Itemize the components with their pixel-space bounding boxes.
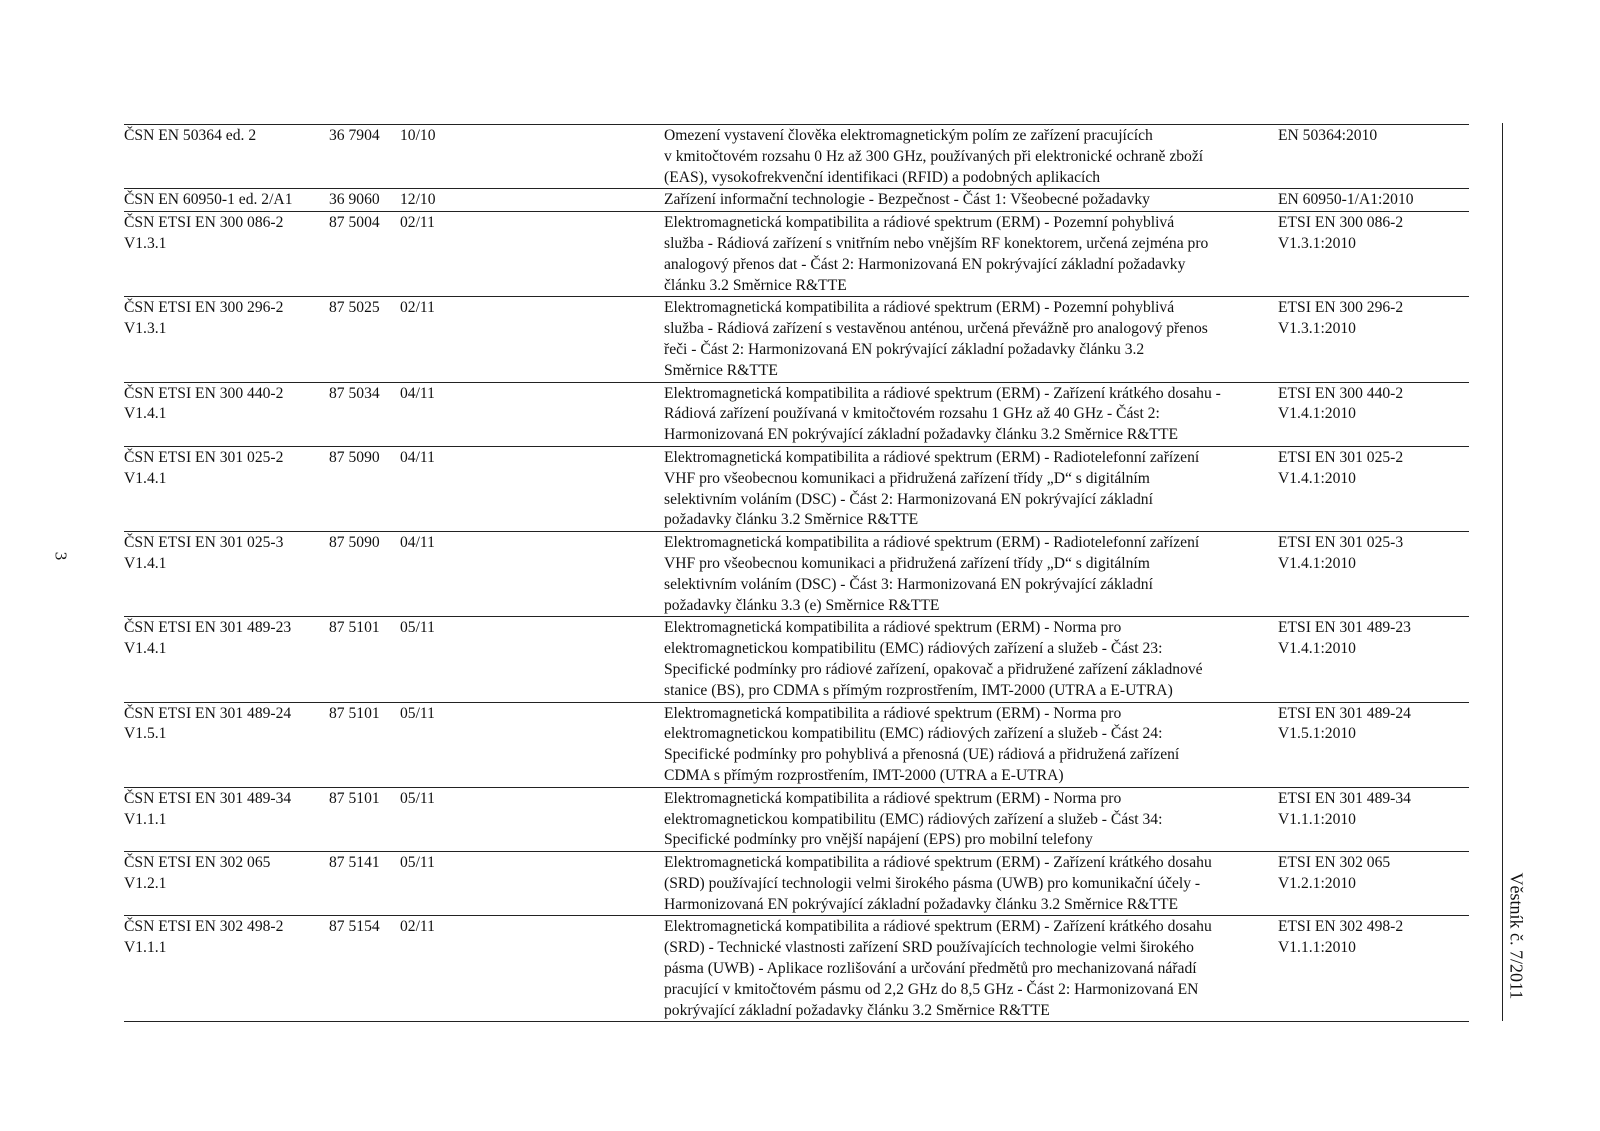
standard-title-line: služba - Rádiová zařízení s vestavěnou anténou, určená převážně pro analogový přenos (664, 320, 1208, 338)
european-equivalent-line: EN 50364:2010 (1278, 127, 1378, 144)
standard-title (664, 298, 1264, 381)
european-equivalent-line: V1.4.1:2010 (1278, 405, 1356, 423)
standard-title-line: Elektromagnetická kompatibilita a rádiové spektrum (ERM) - Pozemní pohyblivá (664, 214, 1175, 232)
standards-table (124, 124, 1469, 1022)
european-equivalent-line: V1.5.1:2010 (1278, 725, 1356, 743)
european-equivalent (1278, 533, 1468, 575)
standard-designation-line: V1.2.1 (124, 874, 167, 892)
standard-title-line: Elektromagnetická kompatibilita a rádiové spektrum (ERM) - Zařízení krátkého dosahu (664, 854, 1212, 872)
table-row (124, 851, 1469, 915)
table-row (124, 915, 1469, 1021)
standard-title-line: Harmonizovaná EN pokrývající základní požadavky článku 3.2 Směrnice R&TTE (664, 895, 1178, 913)
standard-title-line: VHF pro všeobecnou komunikaci a přidružená zařízení třídy „D“ s digitálním (664, 554, 1150, 572)
standard-title-line: Elektromagnetická kompatibilita a rádiové spektrum (ERM) - Norma pro (664, 704, 1122, 722)
standard-designation-line: V1.4.1 (124, 469, 167, 487)
standard-title-line: Elektromagnetická kompatibilita a rádiové spektrum (ERM) - Radiotelefonní zařízení (664, 448, 1200, 466)
issue-date: 12/10 (400, 191, 436, 209)
european-equivalent-line: V1.4.1:2010 (1278, 640, 1356, 658)
standard-designation (124, 853, 324, 895)
standard-title (664, 126, 1264, 188)
classification-code: 87 5101 (329, 619, 380, 637)
standard-title (664, 448, 1264, 531)
standard-title-line: Elektromagnetická kompatibilita a rádiové spektrum (ERM) - Norma pro (664, 619, 1122, 637)
standard-title-line: elektromagnetickou kompatibilitu (EMC) rádiových zařízení a služeb - Část 23: (664, 640, 1163, 658)
classification-code: 87 5154 (329, 918, 380, 936)
issue-date: 04/11 (400, 448, 435, 466)
table-row (124, 787, 1469, 851)
standard-designation (124, 533, 324, 575)
standard-title-line: Elektromagnetická kompatibilita a rádiové spektrum (ERM) - Pozemní pohyblivá (664, 299, 1175, 317)
standard-title (664, 384, 1264, 446)
standard-title-line: Specifické podmínky pro pohyblivá a přenosná (UE) rádiová a přidružená zařízení (664, 746, 1180, 764)
standard-title-line: Zařízení informační technologie - Bezpečnost - Část 1: Všeobecné požadavky (664, 191, 1150, 209)
standard-designation (124, 618, 324, 660)
standard-title-line: Rádiová zařízení používaná v kmitočtovém rozsahu 1 GHz až 40 GHz - Část 2: (664, 405, 1160, 423)
standard-designation-line: V1.3.1 (124, 234, 167, 252)
standard-designation-line: ČSN ETSI EN 300 440-2 (124, 384, 284, 402)
european-equivalent (1278, 789, 1468, 831)
standard-designation-line: ČSN EN 50364 ed. 2 (124, 127, 257, 144)
standard-title-line: požadavky článku 3.2 Směrnice R&TTE (664, 511, 919, 529)
standard-designation-line: V1.4.1 (124, 554, 167, 572)
margin-rule (1502, 123, 1503, 1021)
classification-code: 87 5090 (329, 534, 380, 552)
standard-designation-line: ČSN ETSI EN 301 489-23 (124, 619, 292, 637)
european-equivalent (1278, 448, 1468, 490)
standard-designation-line: ČSN ETSI EN 301 025-2 (124, 448, 284, 466)
standard-title-line: (SRD) používající technologii velmi širokého pásma (UWB) pro komunikační účely - (664, 874, 1201, 892)
journal-issue-label (1506, 872, 1527, 1018)
european-equivalent-line: V1.3.1:2010 (1278, 234, 1356, 252)
standard-title (664, 853, 1264, 915)
standard-title-line: v kmitočtovém rozsahu 0 Hz až 300 GHz, používaných při elektronické ochraně zboží (664, 147, 1204, 165)
european-equivalent (1278, 384, 1468, 426)
standard-title-line: selektivním voláním (DSC) - Část 3: Harmonizovaná EN pokrývající základní (664, 575, 1153, 593)
table-row (124, 125, 1469, 188)
standard-designation-line: ČSN ETSI EN 301 489-24 (124, 704, 292, 722)
standard-title-line: Omezení vystavení člověka elektromagnetickým polím ze zařízení pracujících (664, 127, 1153, 144)
table-row (124, 188, 1469, 211)
table-row (124, 446, 1469, 531)
standard-title-line: Elektromagnetická kompatibilita a rádiové spektrum (ERM) - Zařízení krátkého dosahu (664, 918, 1212, 936)
standard-title (664, 190, 1264, 211)
issue-date: 05/11 (400, 854, 435, 872)
classification-code: 36 9060 (329, 191, 380, 209)
european-equivalent-line: ETSI EN 302 065 (1278, 854, 1391, 872)
standard-designation-line: V1.1.1 (124, 939, 167, 957)
standard-title-line: Směrnice R&TTE (664, 361, 778, 379)
standard-title-line: služba - Rádiová zařízení s vnitřním nebo vnějším RF konektorem, určená zejména pro (664, 234, 1209, 252)
classification-code: 36 7904 (329, 127, 380, 144)
standard-title-line: (EAS), vysokofrekvenční identifikaci (RFID) a podobných aplikacích (664, 168, 1101, 186)
standard-designation-line: ČSN ETSI EN 300 296-2 (124, 299, 284, 317)
european-equivalent (1278, 190, 1468, 211)
page-number: 3 (51, 551, 71, 561)
issue-date: 05/11 (400, 789, 435, 807)
classification-code: 87 5025 (329, 299, 380, 317)
european-equivalent (1278, 704, 1468, 746)
standard-title-line: Elektromagnetická kompatibilita a rádiové spektrum (ERM) - Norma pro (664, 789, 1122, 807)
issue-date: 02/11 (400, 918, 435, 936)
standard-designation (124, 126, 324, 147)
standard-designation-line: V1.4.1 (124, 405, 167, 423)
european-equivalent-line: ETSI EN 301 025-3 (1278, 534, 1404, 552)
standard-title-line: analogový přenos dat - Část 2: Harmonizovaná EN pokrývající základní požadavky (664, 255, 1186, 273)
standard-title (664, 213, 1264, 296)
standard-title-line: požadavky článku 3.3 (e) Směrnice R&TTE (664, 596, 940, 614)
standard-title-line: Elektromagnetická kompatibilita a rádiové spektrum (ERM) - Radiotelefonní zařízení (664, 534, 1200, 552)
classification-code: 87 5141 (329, 854, 380, 872)
european-equivalent-line: V1.4.1:2010 (1278, 554, 1356, 572)
standard-designation-line: ČSN ETSI EN 301 489-34 (124, 789, 292, 807)
standard-designation (124, 384, 324, 426)
standard-title-line: pracující v kmitočtovém pásmu od 2,2 GHz do 8,5 GHz - Část 2: Harmonizovaná EN (664, 980, 1199, 998)
standard-title-line: (SRD) - Technické vlastnosti zařízení SRD používajících technologie velmi širokého (664, 939, 1194, 957)
european-equivalent-line: ETSI EN 301 489-24 (1278, 704, 1411, 722)
standard-designation (124, 190, 324, 211)
standard-title (664, 704, 1264, 787)
standard-designation-line: V1.5.1 (124, 725, 167, 743)
european-equivalent-line: ETSI EN 302 498-2 (1278, 918, 1404, 936)
standard-title-line: elektromagnetickou kompatibilitu (EMC) rádiových zařízení a služeb - Část 24: (664, 725, 1163, 743)
standard-title-line: Specifické podmínky pro vnější napájení (EPS) pro mobilní telefony (664, 831, 1093, 849)
classification-code: 87 5101 (329, 789, 380, 807)
european-equivalent (1278, 126, 1468, 147)
classification-code: 87 5034 (329, 384, 380, 402)
standard-title (664, 917, 1264, 1021)
standard-title (664, 789, 1264, 851)
standard-designation (124, 917, 324, 959)
table-row (124, 211, 1469, 296)
classification-code: 87 5101 (329, 704, 380, 722)
standard-title-line: řeči - Část 2: Harmonizovaná EN pokrývající základní požadavky článku 3.2 (664, 340, 1145, 358)
standard-designation-line: ČSN ETSI EN 302 065 (124, 854, 271, 872)
standard-designation (124, 704, 324, 746)
issue-date: 05/11 (400, 704, 435, 722)
journal-issue-text: Věstník č. 7/2011 (1506, 872, 1527, 1000)
european-equivalent-line: ETSI EN 300 086-2 (1278, 214, 1404, 232)
standard-designation (124, 298, 324, 340)
table-row (124, 531, 1469, 616)
european-equivalent (1278, 618, 1468, 660)
issue-date: 04/11 (400, 384, 435, 402)
standard-designation (124, 213, 324, 255)
european-equivalent (1278, 917, 1468, 959)
standard-title-line: pásma (UWB) - Aplikace rozlišování a určování předmětů pro mechanizovaná nářadí (664, 960, 1197, 978)
standard-title-line: stanice (BS), pro CDMA s přímým rozprostřením, IMT-2000 (UTRA a E-UTRA) (664, 681, 1173, 699)
standard-designation-line: ČSN ETSI EN 301 025-3 (124, 534, 284, 552)
standard-designation-line: V1.4.1 (124, 640, 167, 658)
standard-designation-line: V1.1.1 (124, 810, 167, 828)
european-equivalent-line: V1.1.1:2010 (1278, 810, 1356, 828)
table-row (124, 702, 1469, 787)
standard-designation (124, 448, 324, 490)
standard-title (664, 618, 1264, 701)
standard-designation-line: ČSN EN 60950-1 ed. 2/A1 (124, 191, 293, 209)
european-equivalent-line: ETSI EN 300 440-2 (1278, 384, 1404, 402)
issue-date: 02/11 (400, 299, 435, 317)
classification-code: 87 5004 (329, 214, 380, 232)
issue-date: 05/11 (400, 619, 435, 637)
european-equivalent (1278, 298, 1468, 340)
standard-title-line: selektivním voláním (DSC) - Část 2: Harmonizovaná EN pokrývající základní (664, 490, 1153, 508)
european-equivalent-line: EN 60950-1/A1:2010 (1278, 191, 1414, 209)
standard-designation (124, 789, 324, 831)
table-row (124, 382, 1469, 446)
standard-designation-line: V1.3.1 (124, 320, 167, 338)
european-equivalent-line: ETSI EN 300 296-2 (1278, 299, 1404, 317)
european-equivalent-line: ETSI EN 301 489-23 (1278, 619, 1411, 637)
standard-title-line: Specifické podmínky pro rádiové zařízení, opakovač a přidružené zařízení základnové (664, 660, 1203, 678)
standard-title-line: elektromagnetickou kompatibilitu (EMC) rádiových zařízení a služeb - Část 34: (664, 810, 1163, 828)
issue-date: 10/10 (400, 127, 436, 144)
european-equivalent-line: ETSI EN 301 489-34 (1278, 789, 1411, 807)
standard-designation-line: ČSN ETSI EN 300 086-2 (124, 214, 284, 232)
european-equivalent-line: V1.3.1:2010 (1278, 320, 1356, 338)
standard-title-line: CDMA s přímým rozprostřením, IMT-2000 (UTRA a E-UTRA) (664, 766, 1064, 784)
table-row (124, 616, 1469, 701)
table-row (124, 296, 1469, 381)
standard-title-line: článku 3.2 Směrnice R&TTE (664, 276, 847, 294)
european-equivalent (1278, 213, 1468, 255)
standard-title-line: pokrývající základní požadavky článku 3.2 Směrnice R&TTE (664, 1001, 1050, 1019)
standard-designation-line: ČSN ETSI EN 302 498-2 (124, 918, 284, 936)
european-equivalent-line: V1.2.1:2010 (1278, 874, 1356, 892)
standard-title-line: Harmonizovaná EN pokrývající základní požadavky článku 3.2 Směrnice R&TTE (664, 426, 1178, 444)
issue-date: 04/11 (400, 534, 435, 552)
standard-title (664, 533, 1264, 616)
standard-title-line: VHF pro všeobecnou komunikaci a přidružená zařízení třídy „D“ s digitálním (664, 469, 1150, 487)
classification-code: 87 5090 (329, 448, 380, 466)
european-equivalent-line: V1.1.1:2010 (1278, 939, 1356, 957)
european-equivalent-line: ETSI EN 301 025-2 (1278, 448, 1404, 466)
issue-date: 02/11 (400, 214, 435, 232)
european-equivalent (1278, 853, 1468, 895)
european-equivalent-line: V1.4.1:2010 (1278, 469, 1356, 487)
standard-title-line: Elektromagnetická kompatibilita a rádiové spektrum (ERM) - Zařízení krátkého dosahu - (664, 384, 1221, 402)
